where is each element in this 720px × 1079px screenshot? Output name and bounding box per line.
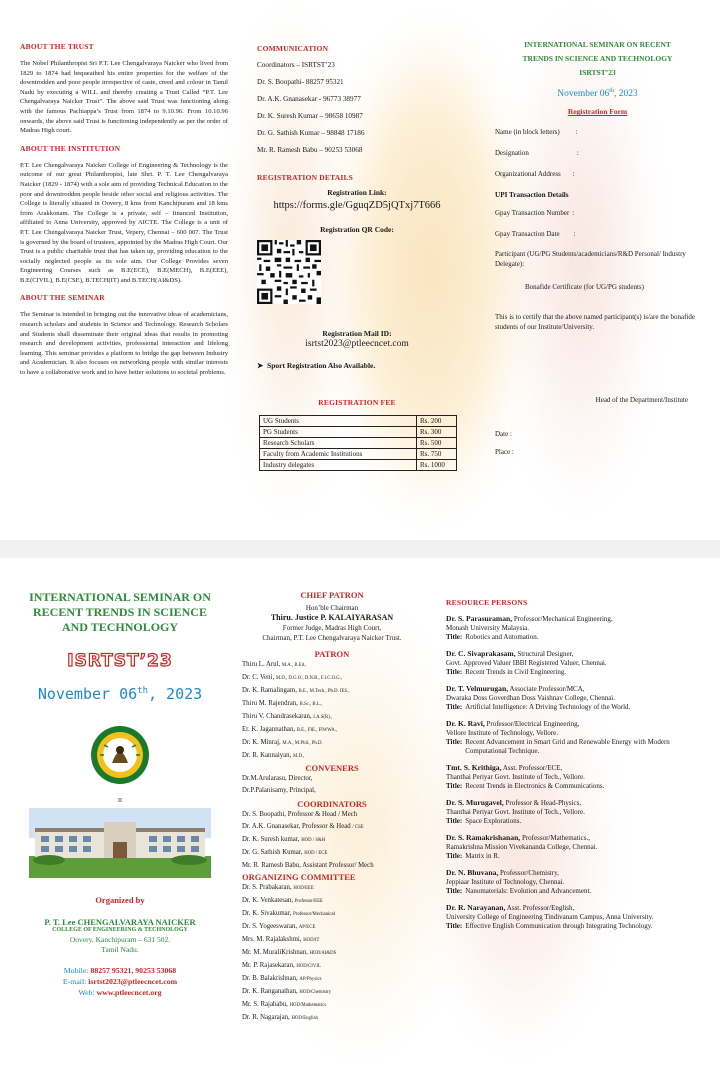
resource-person (446, 763, 708, 791)
about-trust-heading: ABOUT THE TRUST (20, 42, 94, 51)
mobile-number[interactable]: 88257 95321, 90253 53068 (90, 966, 177, 975)
list-item (242, 1012, 422, 1025)
person-qualification: B.E., M.Tech., Ph.D. IES., (298, 689, 350, 694)
person-name: Thiru V. Chandrasekaran, (242, 713, 312, 720)
email-link[interactable]: isrtst2023@ptleecncet.com (88, 977, 178, 986)
talk-title: Robotics and Automation. (465, 633, 539, 641)
resource-person (446, 614, 708, 642)
coordinators-list (242, 809, 422, 872)
about-seminar-text: The Seminar is intended in bringing out the innovative ideas of academicians, research scholars and students in Science and Technology. Research Scholars and Students shall disseminate their original ideas that results in promoting research and development activities, professional interaction and lifelong learning. This seminar provides a platform to bridge the gap between Industry and Academician. It also focuses on networking people with similar interests to have a collaborative work and to have better solutions to societal problems. (20, 311, 228, 377)
resource-person-header (446, 719, 708, 729)
list-item (242, 698, 422, 711)
registration-qr-code[interactable] (257, 240, 321, 304)
resource-person (446, 833, 708, 861)
resource-person-header (446, 833, 708, 843)
talk-title: Space Explorations. (465, 817, 522, 825)
talk-title: Recent Advancement in Smart Grid and Renewable Energy with Modern Computational Technique. (465, 738, 670, 755)
communication-line: Dr. G. Sathish Kumar – 98848 17186 (257, 129, 365, 137)
registration-link[interactable]: https://forms.gle/GguqZD5jQTxj7T666 (273, 200, 441, 211)
registration-form-heading: Registration Form (567, 107, 628, 117)
fee-category: UG Students (260, 416, 417, 427)
chief-patron-role: Hon’ble Chairman (305, 604, 359, 612)
qr-code-label: Registration QR Code: (320, 225, 394, 234)
form-title-line: ISRTST’23 (579, 68, 616, 77)
college-address (20, 935, 220, 955)
address-line: Tamil Nadu. (101, 945, 139, 954)
table-row (260, 460, 457, 471)
communication-heading: COMMUNICATION (257, 44, 329, 53)
resource-person-talk (446, 668, 708, 677)
resource-person-org: Thanthai Periyar Govt. Institute of Tech., Vellore. (446, 773, 585, 781)
table-row (260, 427, 457, 438)
resource-person-role: Professor/Electrical Engineering, (486, 720, 580, 728)
table-row (260, 438, 457, 449)
communication-line: Mr. R. Ramesh Babu – 90253 53068 (257, 146, 363, 154)
resource-persons-heading: RESOURCE PERSONS (446, 598, 528, 607)
person-role: / CSE (352, 825, 364, 830)
registration-form-column (495, 38, 700, 456)
form-seminar-date (495, 88, 700, 99)
list-item (242, 659, 422, 672)
talk-title: Nanomaterials: Evolution and Advancement. (465, 887, 592, 895)
resource-person-talk (446, 852, 708, 861)
organizing-list (242, 882, 422, 1025)
fee-category: Research Scholars (260, 438, 417, 449)
communication-line: Coordinators – ISRTST’23 (257, 61, 335, 69)
talk-title: Recent Trends in Electronics & Communications. (465, 782, 605, 790)
fee-heading: REGISTRATION FEE (318, 398, 396, 407)
person-qualification: M.D., (292, 754, 305, 759)
website-link[interactable]: www.ptleecncet.org (96, 988, 162, 997)
person-name: Dr. S. Yogeeswaran, (242, 923, 298, 930)
person-role: Professor/Mechanical (293, 912, 335, 917)
resource-person-role: Asst. Professor/ECE, (502, 764, 563, 772)
resource-person (446, 798, 708, 826)
person-name: Dr. K. Venkatesan, (242, 897, 294, 904)
person-name: Dr. K. Sivakumar, (242, 910, 292, 917)
resource-person-role: Professor & Head-Physics, (505, 799, 582, 807)
address-line: Oovery, Kanchipuram – 631 502. (69, 935, 171, 944)
list-item (242, 882, 422, 895)
resource-persons-column (446, 598, 708, 931)
conveners-list (242, 773, 422, 797)
list-item (242, 999, 422, 1012)
college-name: P. T. Lee CHENGALVARAYA NAICKER (44, 917, 196, 927)
person-role: HOD/IT (303, 938, 320, 943)
resource-person-talk (446, 817, 708, 826)
person-name: Mr. R. Ramesh Babu, Assistant Professor/ Mech (242, 862, 374, 869)
field-label: Organizational Address (495, 170, 561, 179)
field-colon: : (573, 230, 576, 239)
fee-category: Industry delegates (260, 460, 417, 471)
field-colon: : (572, 170, 575, 179)
person-name: Thiru M. Rajendran, (242, 700, 298, 707)
committee-column (242, 590, 422, 1025)
talk-title-label: Title: (446, 633, 463, 641)
cover-column (20, 590, 220, 998)
certify-text: This is to certify that the above named participant(s) is/are the bonafide students of our Institute/University. (495, 313, 696, 331)
email-line (20, 976, 220, 987)
resource-person-org: Ramakrishna Mission Vivekananda College, Chennai. (446, 843, 598, 851)
resource-person-org: Govt. Approved Valuer IBBI Registered Valuer, Chennai. (446, 659, 607, 667)
fee-amount: Rs. 200 (417, 416, 457, 427)
resource-person-name: Dr. T. Velmurugan, (446, 684, 509, 693)
resource-person (446, 684, 708, 712)
resource-person-role: Associate Professor/MCA, (509, 685, 585, 693)
cover-date (20, 685, 220, 703)
person-role: HOD/AI&DS (309, 951, 337, 956)
talk-title-label: Title: (446, 922, 463, 930)
person-name: Dr. C. Veni, (242, 674, 275, 681)
resource-person-role: Asst. Professor/English, (506, 904, 575, 912)
about-trust-text: The Nobel Philanthropist Sri P.T. Lee Chengalvaraya Naicker who lived from 1829 to 1874 had bequeathed his entire properties for the welfare of the downtrodden and poor people irrespective of caste, creed and colour in Tamil Nadu by executing a WILL and thereby creating a Trust Called “P.T. Lee Chengalvaraya Naicker Trust”. The above said Trust was functioning along with the famous Pachiappa’s Trust from 1874 to 9.10.96. From 10.10.96 onwards, the above said Trust is functioning independently as per the order of Madras High court. (20, 60, 228, 135)
resource-person-name: Dr. K. Ravi, (446, 719, 485, 728)
resource-person-org: Dwaraka Doss Goverdhan Doss Vaishnav College, Chennai. (446, 694, 616, 702)
resource-person-talk (446, 922, 708, 931)
resource-person-role: Professor/Chemistry, (500, 869, 559, 877)
college-emblem-icon (90, 725, 150, 785)
resource-person-talk (446, 738, 708, 756)
field-colon: : (572, 209, 575, 218)
person-role: HOD/English (291, 1016, 318, 1021)
resource-person-header (446, 649, 708, 659)
person-name: Thiru L. Arul, (242, 661, 281, 668)
list-item (242, 847, 422, 860)
field-label: Name (in block letters) (495, 128, 560, 137)
person-name: Mr. S. Rajababu, (242, 1001, 288, 1008)
mobile-line (20, 965, 220, 976)
person-role: Professor/EEE (294, 899, 323, 904)
about-institution-heading: ABOUT THE INSTITUTION (20, 143, 121, 153)
chief-patron-detail: Former Judge, Madras High Court, (282, 624, 382, 632)
about-seminar-heading: ABOUT THE SEMINAR (20, 293, 105, 303)
list-item (242, 960, 422, 973)
list-item (242, 860, 422, 872)
resource-person-header (446, 868, 708, 878)
resource-person (446, 649, 708, 677)
registration-mail-label: Registration Mail ID: (322, 329, 392, 338)
resource-person-name: Dr. N. Bhuvana, (446, 868, 499, 877)
person-name: Dr. G. Sathish Kumar, (242, 849, 303, 856)
person-name: Dr. R. Kannaiyan, (242, 752, 292, 759)
field-colon: : (576, 149, 579, 158)
resource-person (446, 719, 708, 756)
resource-person-talk (446, 633, 708, 642)
person-qualification: B.Sc., B.L., (299, 702, 323, 707)
resource-person-header (446, 763, 708, 773)
person-name: Dr. A.K. Gnanasekar, Professor & Head (242, 823, 351, 830)
patron-list (242, 659, 422, 763)
resource-person-name: Dr. C. Sivaprakasam, (446, 649, 516, 658)
resource-person-org: Jeppiaar Institute of Technology, Chennai. (446, 878, 565, 886)
upi-heading: UPI Transaction Details (495, 191, 569, 200)
arrow-bullet-icon: ➤ (257, 361, 264, 370)
registration-heading: REGISTRATION DETAILS (257, 173, 354, 182)
about-institution-text: P.T. Lee Chengalvaraya Naicker College of Engineering & Technology is the outcome of our great Philanthropist, late Shri. P. T. Lee Chengalvaraya Naicker (1829 - 1874) with a sole aim of providing Technical Education to the poor and downtrodden people beside other social and religious activities. The College is literally situated in Oovery, 8 kms from Kanchipuram and 18 kms from Arakkonam. The College is a private, self – financed Institution, affiliated to Anna University, approved by AICTE. The College is a unit of P.T. Lee Chengalvaraya Naicker Trust, Vepery, Chennai – 600 007. The Trust is governed by the board of trustees, appointed by the Madras High Court. Our Trust is a public charitable trust that has taken up, providing education to the socially neglected people as its sole aim. Our College Provides seven Engineering Courses such as B.E(ECE), B.E(MECH), B.E(EEE), B.E(CIVIL), B.E(CSE), B.TECH(IT) and B.TECH(AI&DS). (20, 161, 228, 284)
person-qualification: M.A., B.Ed., (281, 663, 307, 668)
fee-category: Faculty from Academic Institutions (260, 449, 417, 460)
resource-person-header (446, 903, 708, 913)
transaction-number-field[interactable] (495, 209, 700, 217)
list-item (242, 750, 422, 763)
field-label: Place : (495, 448, 514, 457)
organizing-heading: ORGANIZING COMMITTEE (242, 872, 356, 882)
date-suffix: th (137, 686, 148, 696)
chief-patron-name: Thiru. Justice P. KALAIYARASAN (270, 613, 394, 622)
list-item (242, 986, 422, 999)
talk-title-label: Title: (446, 703, 463, 711)
resource-person-header (446, 614, 708, 624)
resource-person-header (446, 684, 708, 694)
list-item (242, 821, 422, 834)
sport-registration-text: Sport Registration Also Available. (267, 361, 376, 370)
organized-by-label: Organized by (95, 895, 145, 905)
talk-title-label: Title: (446, 668, 463, 676)
date-day: November 06 (557, 89, 610, 100)
field-label: Designation (495, 149, 529, 158)
contact-block (20, 965, 220, 998)
list-item (242, 724, 422, 737)
chief-patron-detail: Chairman, P.T. Lee Chengalvaraya Naicker Trust. (262, 634, 402, 642)
form-seminar-title (495, 38, 700, 80)
person-name: Dr. B. Balakrishnan, (242, 975, 298, 982)
list-item: Dr.P.Palanisamy, Principal, (242, 787, 316, 794)
bonafide-heading: Bonafide Certificate (for UG/PG students) (525, 283, 644, 292)
list-item (242, 672, 422, 685)
talk-title-label: Title: (446, 887, 463, 895)
resource-persons-list (446, 614, 708, 931)
date-year: , 2023 (613, 89, 638, 100)
form-title-line: INTERNATIONAL SEMINAR ON RECENT (524, 40, 671, 49)
registration-link-label: Registration Link: (327, 188, 387, 197)
talk-title-label: Title: (446, 817, 463, 825)
person-name: Dr. S. Boopathi, Professor & Head / Mech (242, 811, 358, 818)
person-role: AP/ECE (298, 925, 316, 930)
communication-line: Dr. S. Boopathi- 88257 95321 (257, 78, 344, 86)
resource-person (446, 903, 708, 931)
list-item (242, 921, 422, 934)
talk-title: Effective English Communication through Integrating Technology. (465, 922, 653, 930)
resource-person-role: Professor/Mathematics., (521, 834, 590, 842)
communication-line: Dr. K. Suresh Kumar – 98658 10987 (257, 112, 363, 120)
cover-abbreviation: ISRTST’23 (67, 651, 173, 671)
list-item (242, 973, 422, 986)
person-qualification: I.A.S(R)., (313, 715, 333, 720)
list-item (242, 934, 422, 947)
list-item: Dr.M.Arularasu, Director, (242, 775, 313, 782)
sport-registration-note (257, 361, 457, 370)
web-line (20, 987, 220, 998)
place-field[interactable] (495, 448, 700, 456)
resource-person (446, 868, 708, 896)
fee-amount: Rs. 1000 (417, 460, 457, 471)
list-item (242, 895, 422, 908)
person-qualification: B.E., FIE., FIWWA., (296, 728, 338, 733)
resource-person-name: Tmt. S. Krithiga, (446, 763, 502, 772)
field-colon: : (575, 128, 578, 137)
resource-person-name: Dr. R. Narayanan, (446, 903, 506, 912)
person-name: Dr. K. Ramalingam, (242, 687, 297, 694)
roman-numeral: II (118, 798, 122, 804)
registration-mail[interactable]: isrtst2023@ptleecncet.com (305, 339, 409, 349)
person-name: Dr. K. Suresh kumar, (242, 836, 300, 843)
talk-title: Artificial Intelligence: A Driving Technology of the World. (465, 703, 631, 711)
date-field[interactable] (495, 430, 700, 438)
list-item (242, 685, 422, 698)
person-role: HOD/EEE (293, 886, 314, 891)
resource-person-org: University College of Engineering Tindivanam Campus, Anna University. (446, 913, 654, 921)
list-item (242, 908, 422, 921)
fee-category: PG Students (260, 427, 417, 438)
list-item (242, 834, 422, 847)
resource-person-talk (446, 703, 708, 712)
resource-person-role: Structural Designer, (517, 650, 574, 658)
conveners-heading: CONVENERS (305, 763, 359, 773)
person-name: Dr. K. Ranganathan, (242, 988, 298, 995)
about-column (20, 42, 228, 386)
person-role: HOD / S&H (301, 838, 326, 843)
field-label: Date : (495, 430, 512, 439)
mobile-label: Mobile: (63, 966, 89, 975)
list-item (242, 809, 422, 821)
form-title-line: TRENDS IN SCIENCE AND TECHNOLOGY (522, 54, 673, 63)
person-name: Mrs. M. Rajalakshmi, (242, 936, 302, 943)
date-suffix: th (609, 88, 614, 94)
web-label: Web: (78, 988, 95, 997)
person-name: Dr. K. Minraj, (242, 739, 281, 746)
page-separator (0, 540, 720, 558)
person-name: Dr. R. Nagarajan, (242, 1014, 290, 1021)
patron-heading: PATRON (314, 649, 350, 659)
resource-person-name: Dr. S. Ramakrishanan, (446, 833, 521, 842)
talk-title-label: Title: (446, 782, 463, 790)
resource-person-role: Professor/Mechanical Engineering, (513, 615, 613, 623)
person-qualification: M.A., M.Phil., Ph.D. (282, 741, 323, 746)
date-day: November 06 (37, 685, 138, 703)
person-role: HOD / ECE (304, 851, 328, 856)
person-name: Mr. P. Rajasekaran, (242, 962, 295, 969)
resource-person-org: Vellore Institute of Technology, Vellore. (446, 729, 558, 737)
resource-person-header (446, 798, 708, 808)
campus-photo (29, 808, 211, 878)
transaction-date-field[interactable] (495, 230, 700, 238)
person-role: HOD/CIVIL (296, 964, 321, 969)
resource-person-org: Thanthai Periyar Govt. Institute of Tech., Vellore. (446, 808, 585, 816)
resource-person-org: Monash University Malaysia. (446, 624, 530, 632)
college-subtitle: COLLEGE OF ENGINEERING & TECHNOLOGY (52, 927, 188, 933)
person-name: Mr. M. MuraliKrishnan, (242, 949, 308, 956)
designation-field[interactable] (495, 149, 700, 157)
person-role: HOD/Mathematics (289, 1003, 327, 1008)
resource-person-talk (446, 887, 708, 896)
fee-amount: Rs. 500 (417, 438, 457, 449)
address-field[interactable] (495, 170, 700, 178)
field-label: Gpay Transaction Date (495, 230, 560, 239)
participant-field[interactable]: Participant (UG/PG Students/academicians/R&D Personal/ Industry Delegate): (495, 250, 686, 268)
talk-title: Recent Trends in Civil Engineering. (465, 668, 567, 676)
person-role: AP/Physics (299, 977, 322, 982)
name-field[interactable] (495, 128, 700, 136)
fee-amount: Rs. 300 (417, 427, 457, 438)
person-name: Dr. S. Prabakaran, (242, 884, 292, 891)
list-item (242, 711, 422, 724)
resource-person-name: Dr. S. Murugavel, (446, 798, 504, 807)
resource-person-name: Dr. S. Parasuraman, (446, 614, 513, 623)
fee-amount: Rs. 750 (417, 449, 457, 460)
date-year: , 2023 (148, 685, 203, 703)
cover-seminar-title: INTERNATIONAL SEMINAR ON RECENT TRENDS IN SCIENCE AND TECHNOLOGY (29, 590, 211, 634)
person-role: HOD/Chemistry (299, 990, 332, 995)
talk-title: Matrix in R. (465, 852, 500, 860)
email-label: E-mail: (62, 977, 87, 986)
fee-table (259, 415, 457, 471)
table-row (260, 416, 457, 427)
chief-patron-heading: CHIEF PATRON (300, 590, 364, 600)
resource-person-talk (446, 782, 708, 791)
table-row (260, 449, 457, 460)
person-name: Er. K. Jagannathan, (242, 726, 296, 733)
field-label: Gpay Transaction Number (495, 209, 570, 218)
communication-column (257, 44, 457, 471)
person-qualification: M.D., D.G.O., D.N.B., F.I.C.O.G., (275, 676, 343, 681)
communication-line: Dr. A.K. Gnanasekar - 96773 38977 (257, 95, 361, 103)
talk-title-label: Title: (446, 852, 463, 860)
list-item (242, 737, 422, 750)
coordinators-heading: COORDINATORS (297, 799, 367, 809)
hod-signature-label: Head of the Department/Institute (595, 396, 688, 405)
talk-title-label: Title: (446, 738, 463, 746)
list-item (242, 947, 422, 960)
